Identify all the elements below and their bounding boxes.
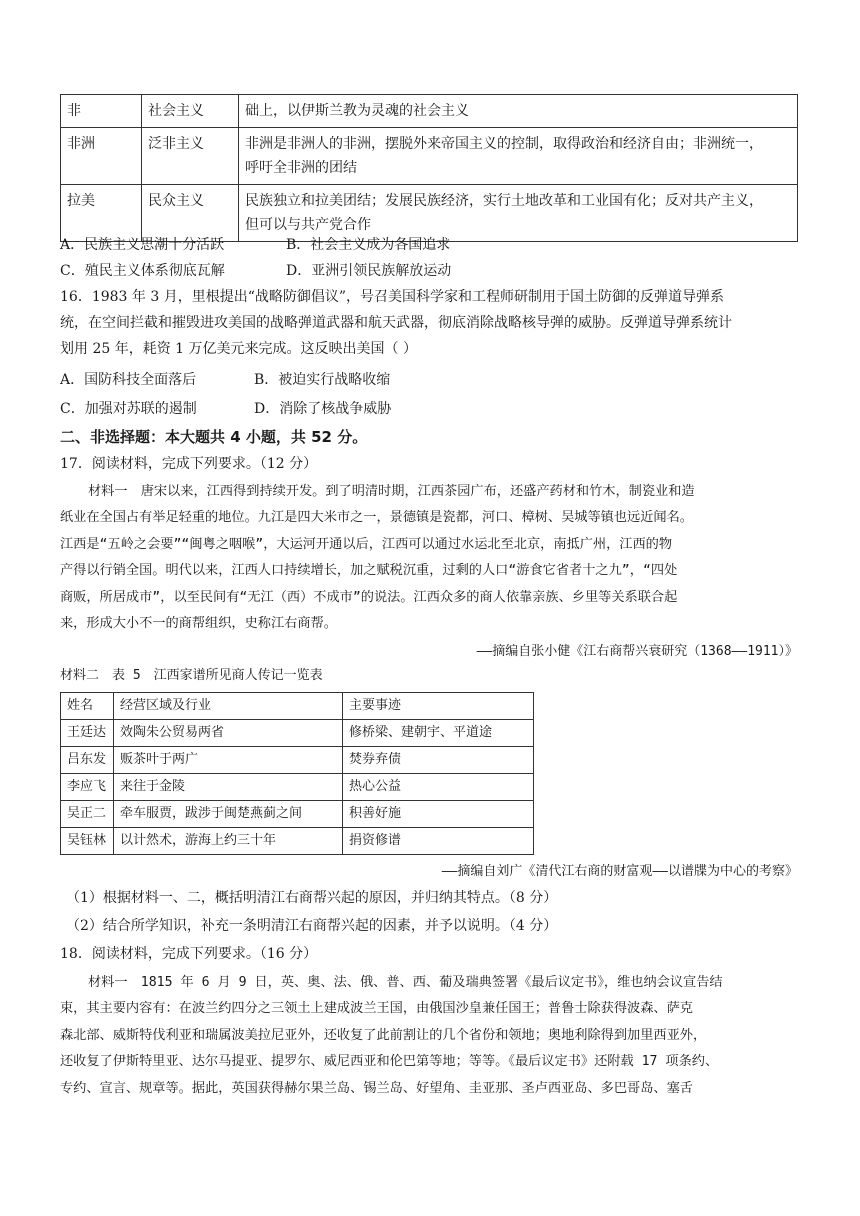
table-row — [61, 95, 798, 128]
q18-stem: 18．阅读材料，完成下列要求。（16 分） — [60, 946, 318, 962]
q17-sub-question-1: （1）根据材料一、二，概括明清江右商帮兴起的原因，并归纳其特点。（8 分） — [66, 890, 558, 906]
q16-option-a: A．国防科技全面落后 — [60, 372, 197, 388]
paragraph-line: 来，形成大小不一的商帮组织，史称江右商帮。 — [60, 616, 337, 632]
table-cell: 吕东发 — [61, 747, 114, 774]
table-cell — [239, 128, 798, 185]
table-cell: 热心公益 — [343, 774, 534, 801]
cell-line: 呼吁全非洲的团结 — [245, 160, 357, 176]
table-header-cell: 主要事迹 — [343, 693, 534, 720]
paragraph-line: 专约、宣言、规章等。据此，英国获得赫尔果兰岛、锡兰岛、好望角、圭亚那、圣卢西亚岛、多巴哥岛、塞舌 — [60, 1080, 693, 1096]
q15-option-d: D．亚洲引领民族解放运动 — [286, 263, 452, 279]
table-cell: 社会主义 — [142, 95, 239, 128]
table-cell: 李应飞 — [61, 774, 114, 801]
paragraph-line: 森北部、威斯特伐利亚和瑞属波美拉尼亚外，还收复了此前割让的几个省份和领地；奥地利除得到加里西亚外， — [60, 1027, 707, 1043]
paragraph-line: 商贩，所居成市”，以至民间有“无江（西）不成市”的说法。江西众多的商人依靠亲族、乡里等关系联合起 — [60, 589, 678, 605]
q17-material-1 — [60, 479, 796, 637]
table-row — [61, 801, 534, 828]
table-cell: 吴钰林 — [61, 828, 114, 855]
table-cell: 焚券弃债 — [343, 747, 534, 774]
table-cell: 牵车服贾，跋涉于闽楚燕蓟之间 — [114, 801, 343, 828]
table-row — [61, 720, 534, 747]
q17-stem: 17．阅读材料，完成下列要求。（12 分） — [60, 456, 318, 472]
q16-option-b: B．被迫实行战略收缩 — [254, 372, 391, 388]
q16-stem-line: 统，在空间拦截和摧毁进攻美国的战略弹道武器和航天武器，彻底消除战略核导弹的威胁。反弹道导弹系统计 — [60, 315, 732, 331]
q16-option-c: C．加强对苏联的遏制 — [60, 401, 197, 417]
table-cell: 王廷达 — [61, 720, 114, 747]
paragraph-line: 江西是“五岭之会要”“闽粤之咽喉”，大运河开通以后，江西可以通过水运北至北京，南抵广州，江西的物 — [60, 536, 673, 552]
q15-option-a: A．民族主义思潮十分活跃 — [60, 237, 225, 253]
cell-line: 非洲是非洲人的非洲，摆脱外来帝国主义的控制，取得政治和经济自由；非洲统一， — [245, 136, 763, 152]
section-heading: 二、非选择题：本大题共 4 小题，共 52 分。 — [60, 428, 368, 446]
q17-sub-question-2: （2）结合所学知识，补充一条明清江右商帮兴起的因素，并予以说明。（4 分） — [66, 918, 558, 934]
table-cell: 非 — [61, 95, 142, 128]
q16-option-d: D．消除了核战争威胁 — [254, 401, 392, 417]
table-cell: 来往于金陵 — [114, 774, 343, 801]
cell-line: 民族独立和拉美团结；发展民族经济，实行土地改革和工业国有化；反对共产主义， — [245, 193, 763, 209]
table-cell: 础上，以伊斯兰教为灵魂的社会主义 — [239, 95, 798, 128]
table-header-row — [61, 693, 534, 720]
table-header-cell: 经营区域及行业 — [114, 693, 343, 720]
table-cell: 积善好施 — [343, 801, 534, 828]
paragraph-line: 产得以行销全国。明代以来，江西人口持续增长，加之赋税沉重，过剩的人口“游食它省者十之九”，“四处 — [60, 563, 678, 579]
table-cell: 以计然术，游海上约三十年 — [114, 828, 343, 855]
table-row — [61, 774, 534, 801]
table-row — [61, 828, 534, 855]
q16-stem-line: 16．1983 年 3 月，里根提出“战略防御倡议”，号召美国科学家和工程师研制用于国土防御的反弹道导弹系 — [60, 289, 725, 305]
q18-material-1 — [60, 970, 796, 1102]
table-cell: 泛非主义 — [142, 128, 239, 185]
table-header-cell: 姓名 — [61, 693, 114, 720]
paragraph-line: 材料一 唐宋以来，江西得到持续开发。到了明清时期，江西茶园广布，还盛产药材和竹木，制瓷业和造 — [88, 484, 695, 499]
q15-option-c: C．殖民主义体系彻底瓦解 — [60, 263, 225, 279]
table-cell: 贩茶叶于两广 — [114, 747, 343, 774]
table-cell: 民众主义 — [142, 185, 239, 242]
table-cell: 拉美 — [61, 185, 142, 242]
paragraph-line: 材料一 1815 年 6 月 9 日，英、奥、法、俄、普、西、葡及瑞典签署《最后议定书》，维也纳会议宣告结 — [88, 975, 723, 990]
table-cell: 修桥梁、建朝宇、平道途 — [343, 720, 534, 747]
merchant-table — [60, 692, 534, 855]
q16-stem-line: 划用 25 年，耗资 1 万亿美元来完成。这反映出美国（ ） — [60, 341, 417, 357]
ideology-table — [60, 94, 798, 242]
table-cell: 效陶朱公贸易两省 — [114, 720, 343, 747]
paragraph-line: 纸业在全国占有举足轻重的地位。九江是四大米市之一，景德镇是瓷都，河口、樟树、吴城等镇也远近闻名。 — [60, 510, 693, 526]
source-citation: ——摘编自张小健《江右商帮兴衰研究（1368——1911）》 — [476, 644, 798, 659]
table-cell: 吴正二 — [61, 801, 114, 828]
table-cell: 捐资修谱 — [343, 828, 534, 855]
cell-line: 但可以与共产党合作 — [245, 217, 371, 233]
material-2-title: 材料二 表 5 江西家谱所见商人传记一览表 — [60, 668, 323, 683]
table-row — [61, 747, 534, 774]
table-cell: 非洲 — [61, 128, 142, 185]
table-row — [61, 128, 798, 185]
source-citation: ——摘编自刘广《清代江右商的财富观——以谱牒为中心的考察》 — [441, 864, 798, 879]
paragraph-line: 束，其主要内容有：在波兰约四分之三领土上建成波兰王国，由俄国沙皇兼任国王；普鲁士除获得波森、萨克 — [60, 1001, 693, 1017]
q15-option-b: B．社会主义成为各国追求 — [286, 237, 451, 253]
paragraph-line: 还收复了伊斯特里亚、达尔马提亚、提罗尔、威尼西亚和伦巴第等地；等等。《最后议定书》还附载 17 项条约、 — [60, 1054, 719, 1070]
